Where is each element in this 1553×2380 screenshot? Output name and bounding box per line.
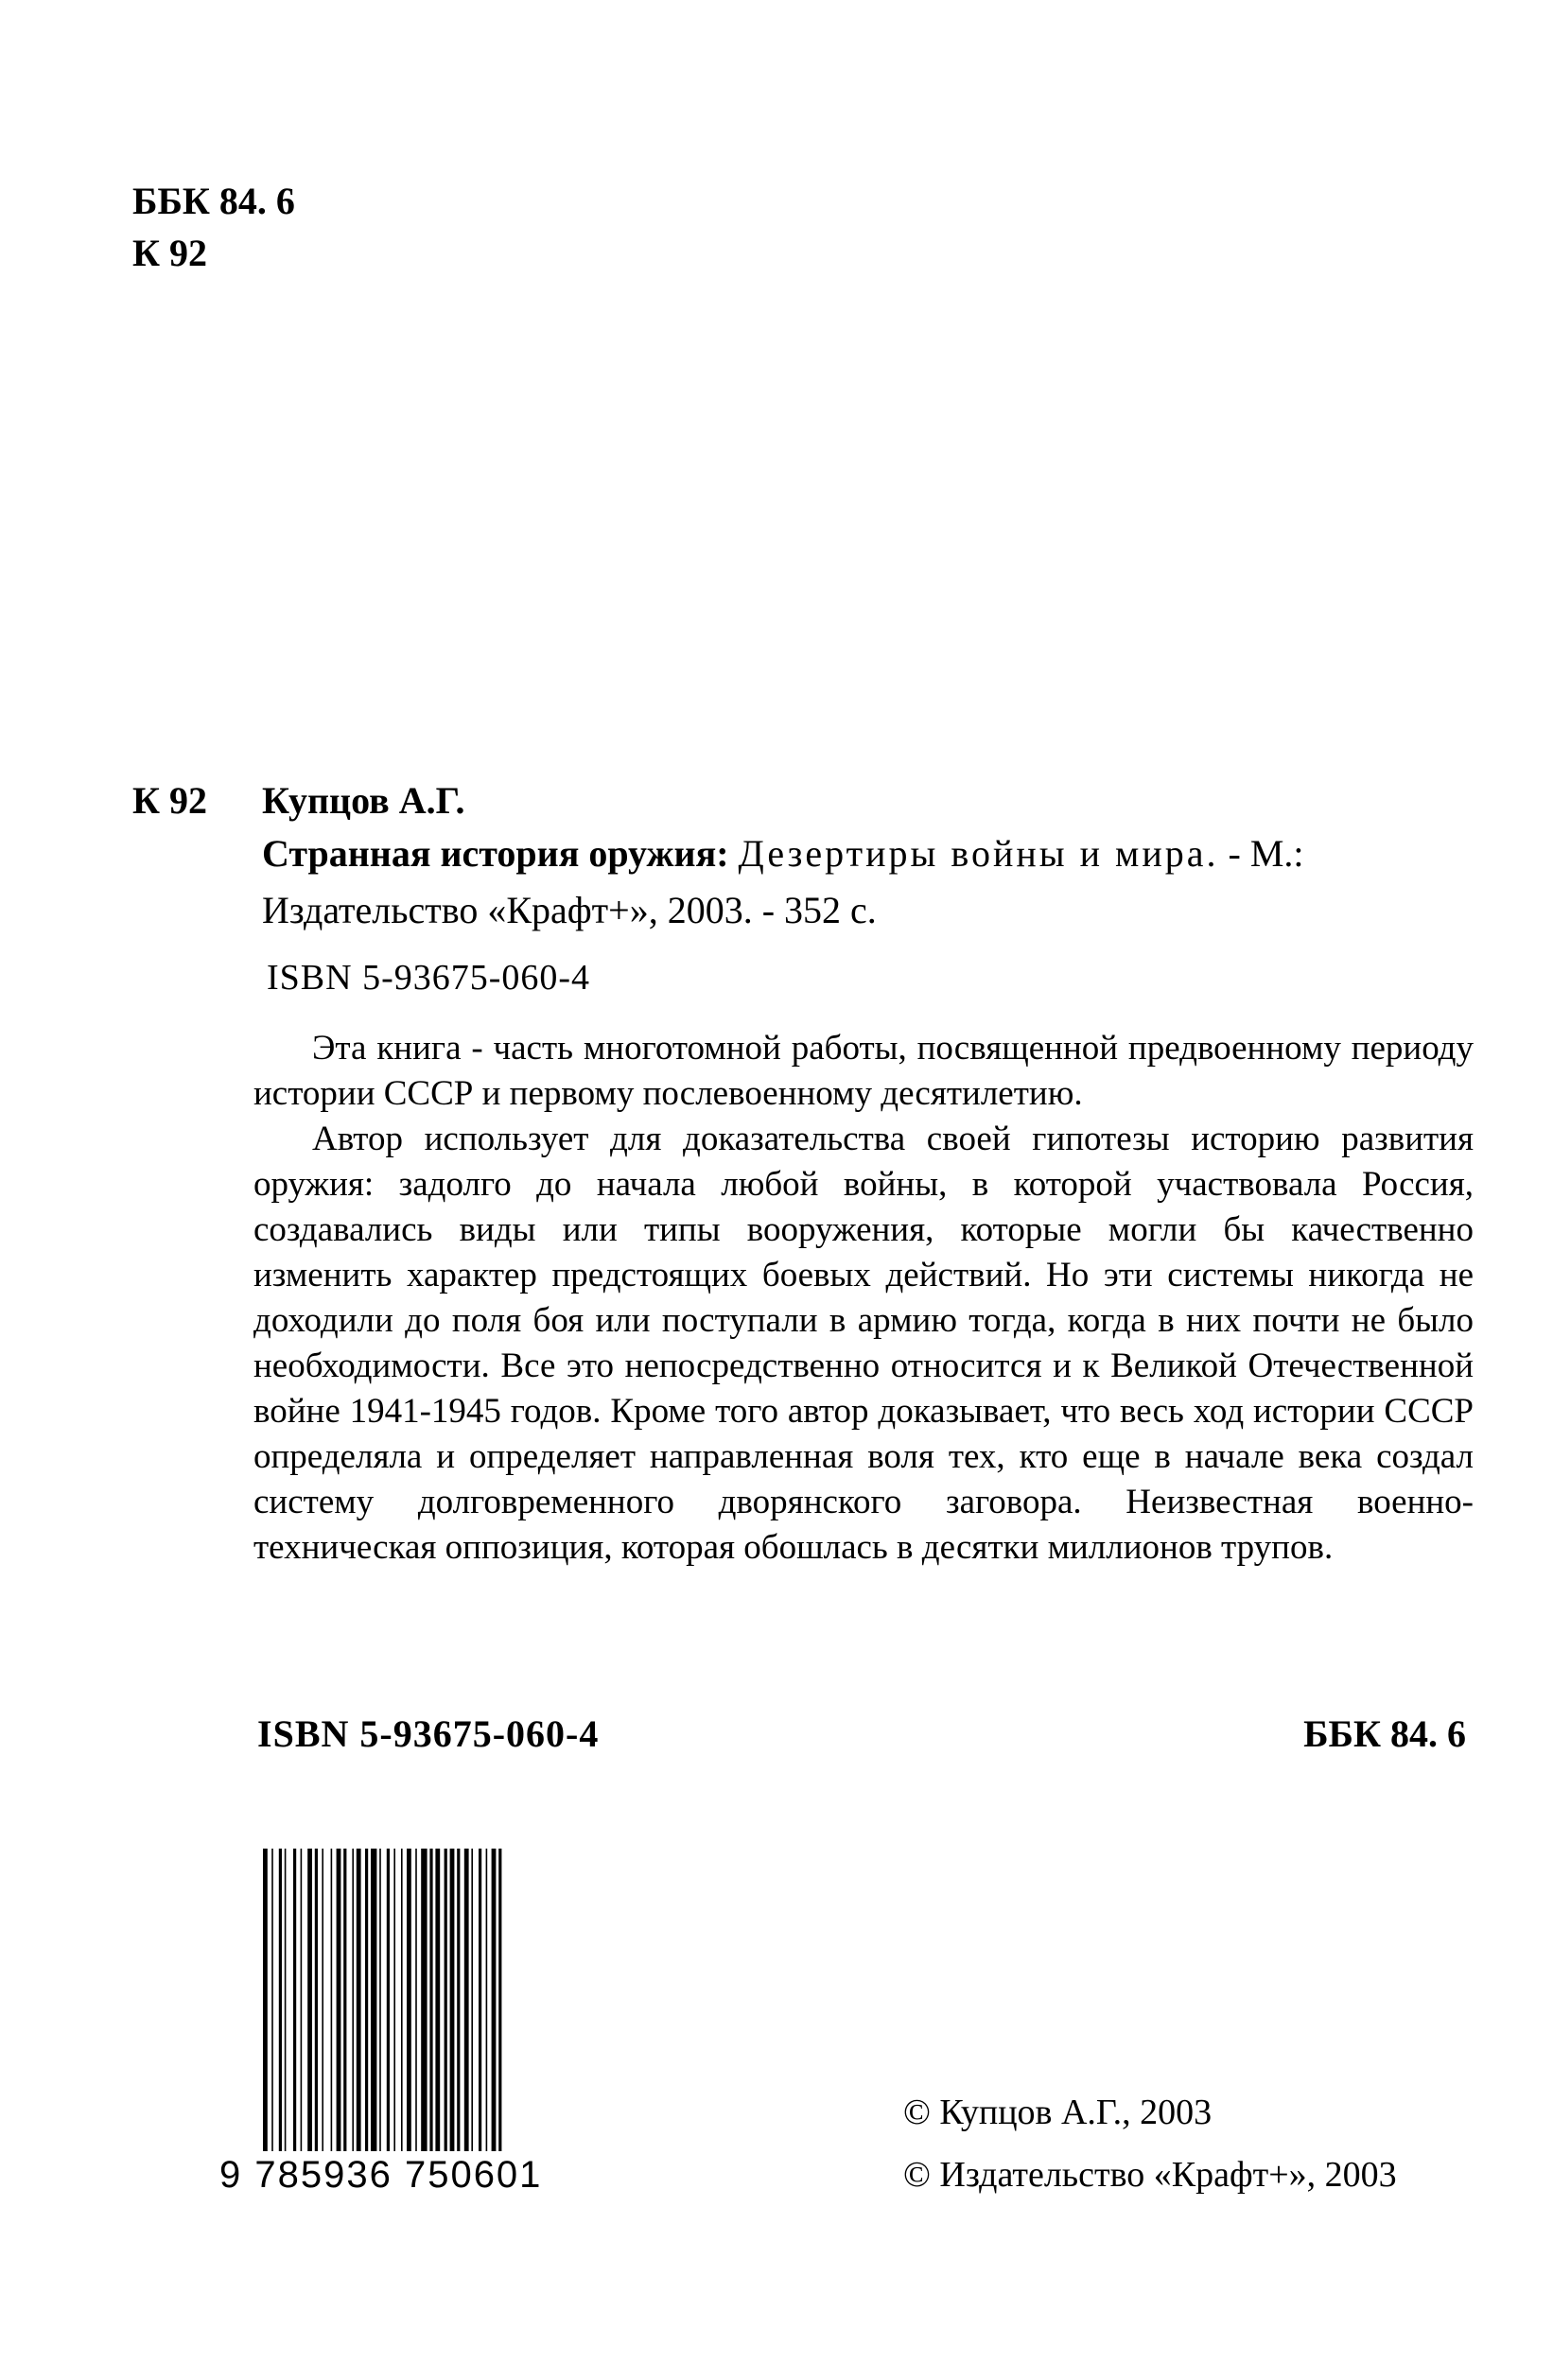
barcode-bar [471,1849,473,2151]
book-title: Странная история оружия: [262,832,729,875]
barcode-bar [371,1849,376,2151]
barcode-bar [401,1849,403,2151]
author-sign-code: К 92 [132,232,208,274]
entry-code: К 92 [132,779,208,822]
barcode-bar [331,1849,333,2151]
barcode-bar [479,1849,481,2151]
barcode-digits: 9 785936 750601 [219,2154,543,2196]
isbn-number: ISBN 5-93675-060-4 [267,958,591,998]
book-subtitle: Дезертиры войны и мира. [738,832,1219,875]
bbk-classification: ББК 84. 6 [132,180,295,222]
barcode-bar [407,1849,411,2151]
annotation-paragraph: Автор использует для доказательства своей гипотезы историю развития оружия: задолго до начала любой войны, в которой участвовала Россия, создавались виды или типы вооружения, которые могли бы качественно изменить характер предстоящих боевых действий. Но эти системы никогда не доходили до поля боя или поступали в армию тогда, когда в них почти не было необходимости. Все это непосредственно относится и к Великой Отечественной войне 1941-1945 годов. Кроме того автор доказывает, что весь ход истории СССР определяла и определяет направленная воля тех, кто еще в начале века создал систему долговременного дворянского заговора. Неизвестная военно-техническая оппозиция, которая обошлась в десятки миллионов трупов. [253,1120,1474,1567]
copyright-author: © Купцов А.Г., 2003 [903,2093,1213,2132]
barcode-bar [421,1849,427,2151]
barcode-bar [263,1849,268,2151]
barcode-bar [337,1849,341,2151]
author-name: Купцов А.Г. [262,779,465,822]
annotation [253,1026,1474,1571]
barcode-bar [301,1849,303,2151]
barcode-bar [285,1849,287,2151]
barcode-bar [492,1849,497,2151]
barcode-bar [445,1849,447,2151]
footer-bbk: ББК 84. 6 [1303,1712,1466,1755]
barcode-bar [322,1849,323,2151]
barcode-bar [352,1849,354,2151]
barcode-bar [343,1849,346,2151]
barcode-bar [365,1849,368,2151]
barcode [263,1849,561,2151]
barcode-bar [307,1849,312,2151]
barcode-bar [415,1849,417,2151]
publication-city: - М.: [1218,832,1304,875]
footer-isbn: ISBN 5-93675-060-4 [257,1712,600,1755]
barcode-bar [271,1849,273,2151]
barcode-bar [393,1849,395,2151]
barcode-bar [387,1849,390,2151]
barcode-bar [379,1849,381,2151]
barcode-bar [498,1849,501,2151]
barcode-bar [435,1849,440,2151]
barcode-bar [357,1849,361,2151]
annotation-paragraph: Эта книга - часть многотомной работы, посвященной предвоенному периоду истории СССР и первому послевоенному десятилетию. [253,1029,1474,1113]
barcode-bar [457,1849,460,2151]
barcode-bar [315,1849,318,2151]
copyright-publisher: © Издательство «Крафт+», 2003 [903,2155,1397,2195]
bibliographic-description [262,825,1473,939]
barcode-bar [293,1849,296,2151]
barcode-bar [464,1849,469,2151]
publisher-line: Издательство «Крафт+», 2003. - 352 с. [262,889,877,931]
barcode-bar [279,1849,282,2151]
barcode-bar [486,1849,488,2151]
barcode-bar [450,1849,455,2151]
barcode-bar [429,1849,432,2151]
